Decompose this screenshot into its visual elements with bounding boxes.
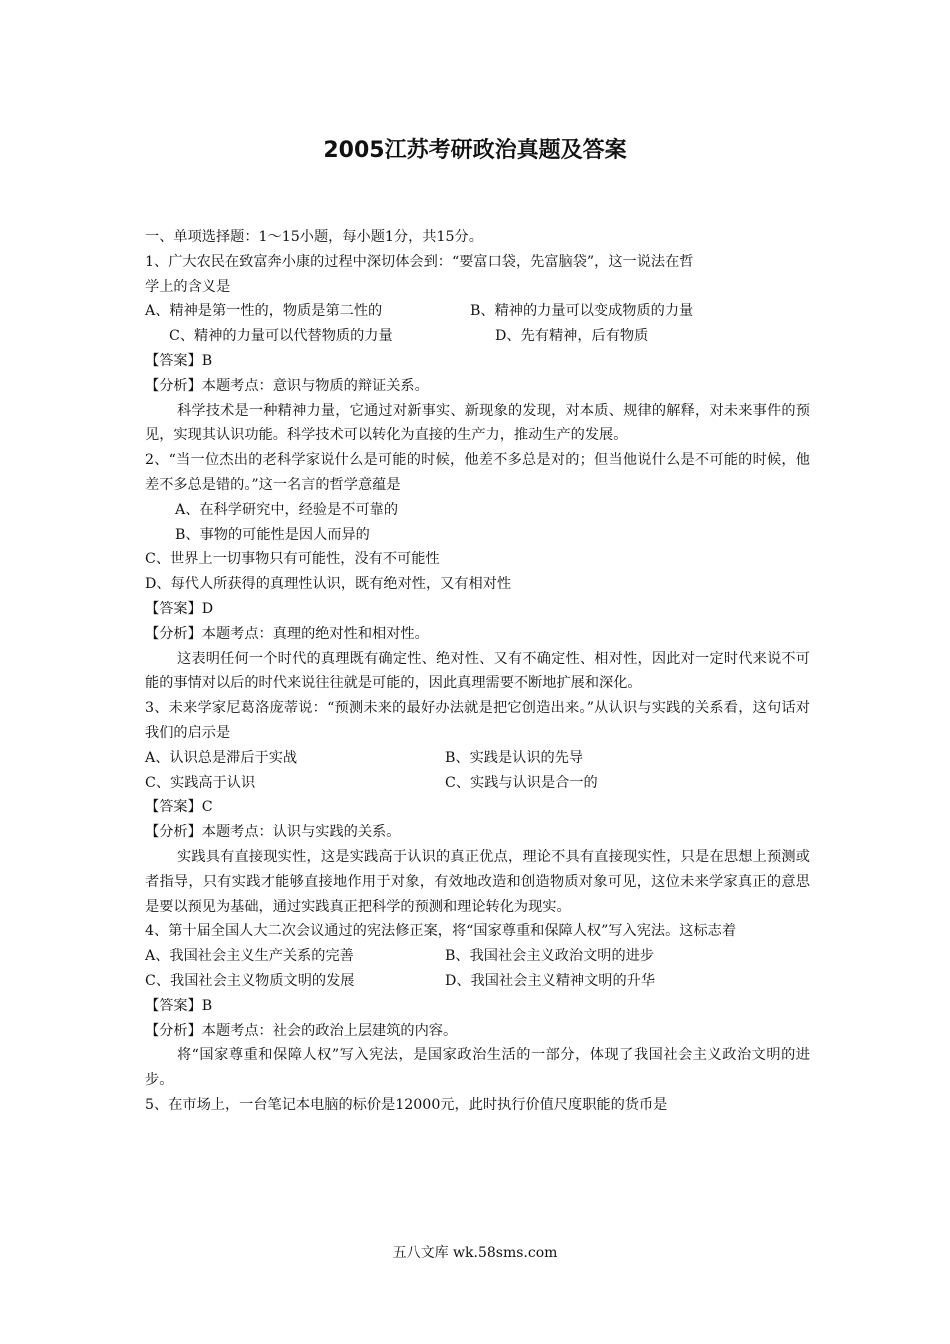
q1-stem-line1: 1、广大农民在致富奔小康的过程中深切体会到：“要富口袋，先富脑袋”，这一说法在哲 xyxy=(145,253,694,270)
section-heading: 一、单项选择题：1～15小题，每小题1分，共15分。 xyxy=(145,229,483,245)
q4-option-a: A、我国社会主义生产关系的完善 xyxy=(145,948,354,965)
q3-analysis: 【分析】本题考点：认识与实践的关系。 xyxy=(145,824,401,841)
q3-explanation: 实践具有直接现实性，这是实践高于认识的真正优点，理论不具有直接现实性，只是在思想上预测或者指导，只有实践才能够直接地作用于对象，有效地改造和创造物质对象可见，这位未来学家真正的意思是要以预见为基础，通过实践真正把科学的预测和理论转化为现实。 xyxy=(145,848,810,915)
document-body xyxy=(145,225,810,1118)
q3-stem: 3、未来学家尼葛洛庞蒂说：“预测未来的最好办法就是把它创造出来。”从认识与实践的关系看，这句话对我们的启示是 xyxy=(145,700,810,741)
q4-stem: 4、第十届全国人大二次会议通过的宪法修正案，将“国家尊重和保障人权”写入宪法。这标志着 xyxy=(145,923,737,940)
q2-analysis: 【分析】本题考点：真理的绝对性和相对性。 xyxy=(145,625,429,642)
q4-options-row1 xyxy=(145,944,810,969)
q4-options-row2 xyxy=(145,969,810,994)
q4-option-b: B、我国社会主义政治文明的进步 xyxy=(445,948,655,965)
q4-option-d: D、我国社会主义精神文明的升华 xyxy=(445,972,656,989)
q2-answer: 【答案】D xyxy=(145,600,214,617)
q2-stem: 2、“当一位杰出的老科学家说什么是可能的时候，他差不多总是对的；但当他说什么是不可能的时候，他差不多总是错的。”这一名言的哲学意蕴是 xyxy=(145,452,810,493)
q1-option-b: B、精神的力量可以变成物质的力量 xyxy=(470,303,694,320)
q3-option-d: C、实践与认识是合一的 xyxy=(445,774,598,791)
q1-analysis: 【分析】本题考点：意识与物质的辩证关系。 xyxy=(145,377,429,394)
footer-watermark: 五八文库 wk.58sms.com xyxy=(392,1245,558,1261)
q2-explanation: 这表明任何一个时代的真理既有确定性、绝对性、又有不确定性、相对性，因此对一定时代来说不可能的事情对以后的时代来说往往就是可能的，因此真理需要不断地扩展和深化。 xyxy=(145,650,810,692)
q3-option-b: B、实践是认识的先导 xyxy=(445,749,584,766)
q2-option-d: D、每代人所获得的真理性认识，既有绝对性，又有相对性 xyxy=(145,576,512,593)
q3-options-row1 xyxy=(145,746,810,771)
q2-option-a: A、在科学研究中，经验是不可靠的 xyxy=(175,501,399,518)
q1-option-a: A、精神是第一性的，物质是第二性的 xyxy=(145,303,383,320)
q1-options-row2 xyxy=(145,324,810,349)
q4-answer: 【答案】B xyxy=(145,997,213,1014)
q3-option-c: C、实践高于认识 xyxy=(145,774,256,791)
q4-option-c: C、我国社会主义物质文明的发展 xyxy=(145,972,355,989)
q3-option-a: A、认识总是滞后于实战 xyxy=(145,749,298,766)
q1-option-c: C、精神的力量可以代替物质的力量 xyxy=(169,328,393,345)
q3-options-row2 xyxy=(145,771,810,796)
q2-option-c: C、世界上一切事物只有可能性，没有不可能性 xyxy=(145,551,440,568)
q2-option-b: B、事物的可能性是因人而异的 xyxy=(175,526,370,543)
q1-options-row1 xyxy=(145,299,810,324)
q3-answer: 【答案】C xyxy=(145,799,213,816)
q1-option-d: D、先有精神，后有物质 xyxy=(495,328,649,345)
q1-explanation: 科学技术是一种精神力量，它通过对新事实、新现象的发现，对本质、规律的解释，对未来事件的预见，实现其认识功能。科学技术可以转化为直接的生产力，推动生产的发展。 xyxy=(145,402,810,444)
q4-analysis: 【分析】本题考点：社会的政治上层建筑的内容。 xyxy=(145,1022,458,1039)
q4-explanation: 将“国家尊重和保障人权”写入宪法，是国家政治生活的一部分，体现了我国社会主义政治文明的进步。 xyxy=(145,1047,810,1089)
q1-stem-line2: 学上的含义是 xyxy=(145,278,231,295)
page-title: 2005江苏考研政治真题及答案 xyxy=(323,138,627,163)
q5-stem: 5、在市场上，一台笔记本电脑的标价是12000元，此时执行价值尺度职能的货币是 xyxy=(145,1096,668,1113)
q1-answer: 【答案】B xyxy=(145,352,213,369)
